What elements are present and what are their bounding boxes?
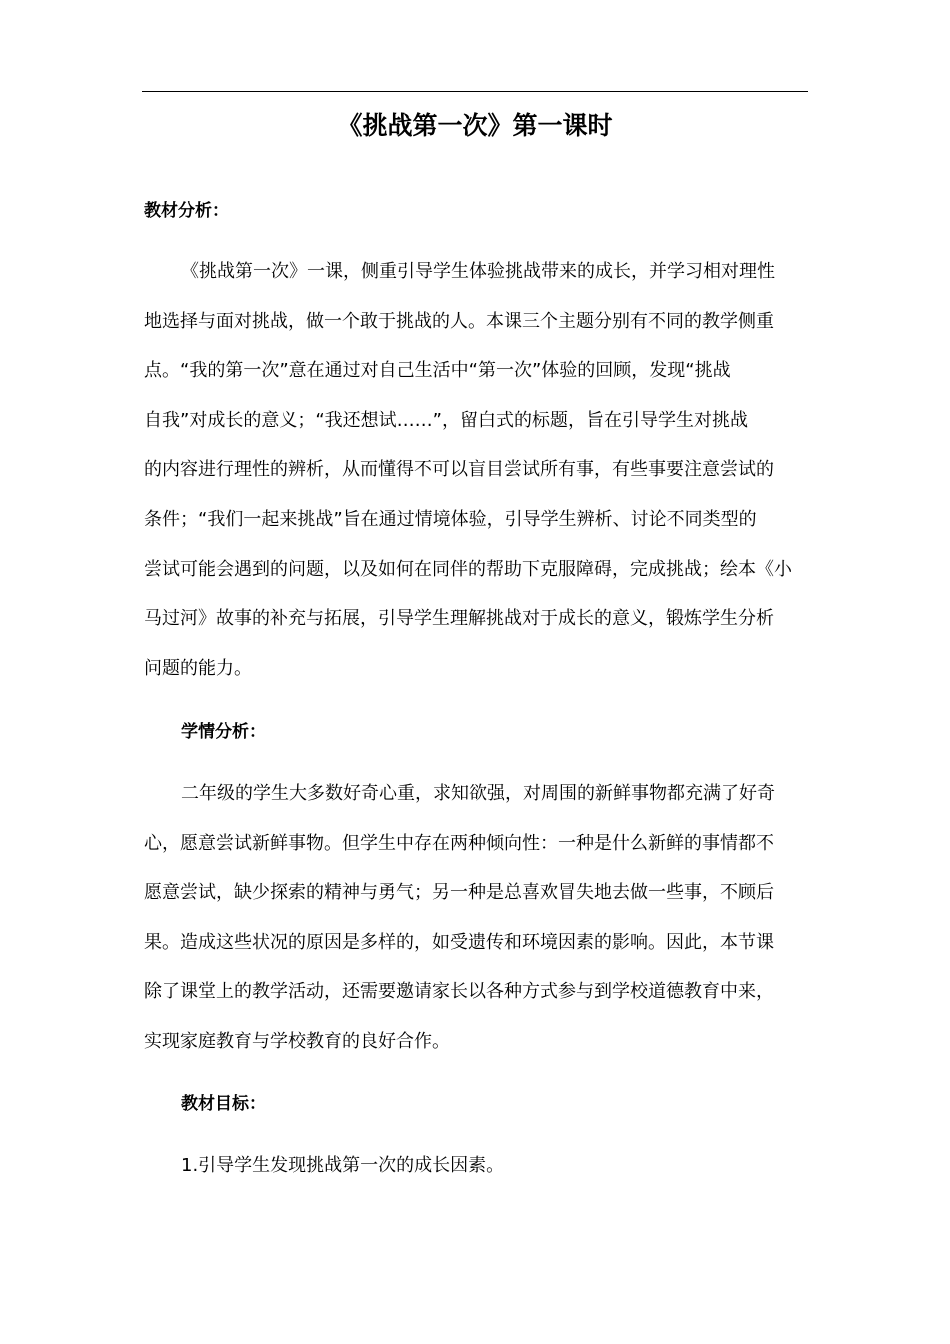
heading-learner-analysis: 学情分析： bbox=[181, 722, 266, 742]
paragraph-line: 果。造成这些状况的原因是多样的，如受遗传和环境因素的影响。因此，本节课 bbox=[144, 931, 774, 953]
paragraph-line: 地选择与面对挑战，做一个敢于挑战的人。本课三个主题分别有不同的教学侧重 bbox=[144, 310, 774, 332]
paragraph-line: 愿意尝试，缺少探索的精神与勇气；另一种是总喜欢冒失地去做一些事，不顾后 bbox=[144, 882, 774, 904]
list-objectives bbox=[144, 1141, 808, 1191]
paragraph-line: 实现家庭教育与学校教育的良好合作。 bbox=[144, 1030, 450, 1052]
paragraph-line: 心，愿意尝试新鲜事物。但学生中存在两种倾向性：一种是什么新鲜的事情都不 bbox=[144, 832, 774, 854]
heading-material-analysis: 教材分析： bbox=[144, 201, 229, 221]
paragraph-line: 尝试可能会遇到的问题，以及如何在同伴的帮助下克服障碍，完成挑战；绘本《小 bbox=[144, 558, 792, 580]
paragraph-line: 自我”对成长的意义；“我还想试……”，留白式的标题，旨在引导学生对挑战 bbox=[144, 409, 748, 431]
paragraph-line: 的内容进行理性的辨析，从而懂得不可以盲目尝试所有事，有些事要注意尝试的 bbox=[144, 459, 774, 481]
paragraph-line: 马过河》故事的补充与拓展，引导学生理解挑战对于成长的意义，锻炼学生分析 bbox=[144, 608, 774, 630]
paragraph-line: 问题的能力。 bbox=[144, 657, 252, 679]
document-title: 《挑战第一次》第一课时 bbox=[337, 111, 613, 140]
header-rule bbox=[142, 91, 808, 92]
paragraph-line: 条件；“我们一起来挑战”旨在通过情境体验，引导学生辨析、讨论不同类型的 bbox=[144, 508, 757, 530]
paragraph-line: 《挑战第一次》一课，侧重引导学生体验挑战带来的成长，并学习相对理性 bbox=[181, 261, 775, 282]
paragraph-line: 除了课堂上的教学活动，还需要邀请家长以各种方式参与到学校道德教育中来， bbox=[144, 981, 774, 1003]
heading-objectives: 教材目标： bbox=[181, 1094, 266, 1114]
paragraph-material-analysis bbox=[144, 247, 808, 693]
paragraph-line: 二年级的学生大多数好奇心重，求知欲强，对周围的新鲜事物都充满了好奇 bbox=[181, 783, 775, 804]
paragraph-learner-analysis bbox=[144, 769, 808, 1067]
paragraph-line: 点。“我的第一次”意在通过对自己生活中“第一次”体验的回顾，发现“挑战 bbox=[144, 360, 731, 382]
objective-item: 1.引导学生发现挑战第一次的成长因素。 bbox=[181, 1155, 505, 1176]
